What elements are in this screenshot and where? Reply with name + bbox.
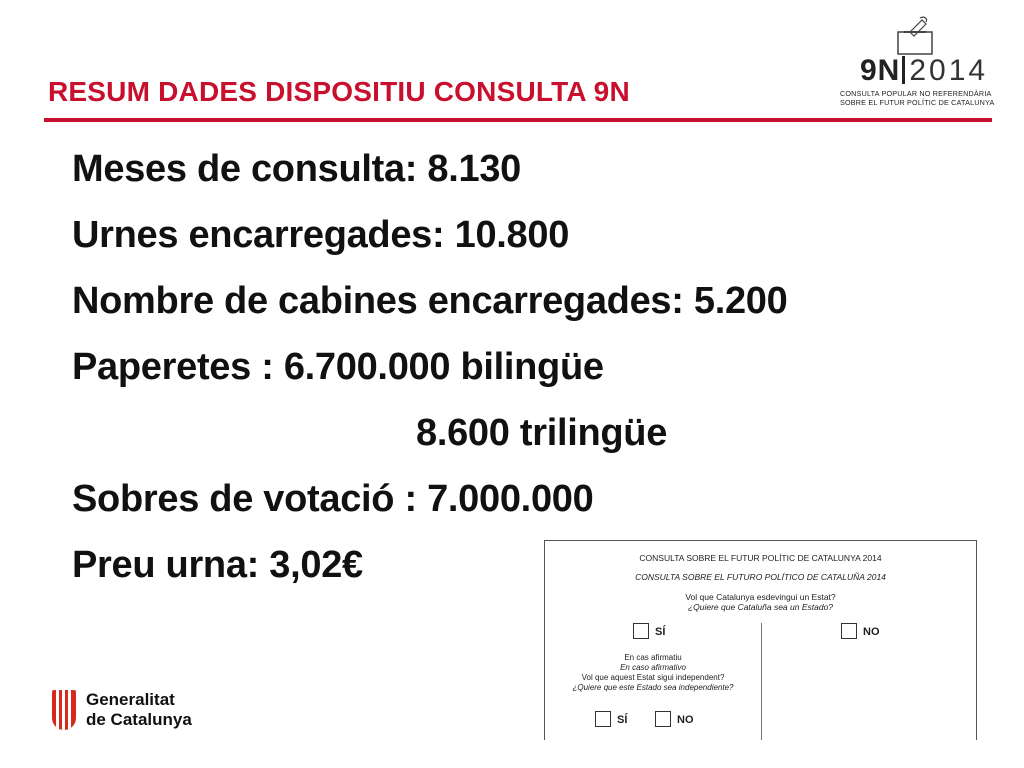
logo-subtitle-line1: CONSULTA POPULAR NO REFERENDÀRIA — [840, 89, 992, 98]
checkbox-icon — [655, 711, 671, 727]
generalitat-name — [86, 690, 192, 730]
ballot-title-ca: CONSULTA SOBRE EL FUTUR POLÍTIC DE CATALUNYA 2014 — [639, 553, 882, 563]
checkbox-icon — [633, 623, 649, 639]
ballot-box-icon — [892, 16, 942, 56]
page-title: RESUM DADES DISPOSITIU CONSULTA 9N — [48, 76, 630, 107]
checkbox-icon — [841, 623, 857, 639]
ballot-option-no-label: NO — [863, 626, 880, 638]
ballot-question2-es: ¿Quiere que este Estado sea independiente? — [572, 683, 734, 692]
data-line-preu-urna: Preu urna: 3,02€ — [72, 544, 363, 586]
senyera-icon — [52, 690, 76, 730]
ballot-question2-ca: Vol que aquest Estat sigui independent? — [581, 673, 725, 682]
data-line-cabines: Nombre de cabines encarregades: 5.200 — [72, 280, 788, 322]
logo-subtitle — [840, 90, 995, 107]
generalitat-logo — [52, 690, 222, 734]
ballot-paper-image — [544, 540, 977, 740]
generalitat-line1: Generalitat — [86, 690, 175, 709]
ballot-condition-es: En caso afirmativo — [620, 663, 686, 672]
ballot-option-yes — [633, 623, 665, 639]
data-line-urnes: Urnes encarregades: 10.800 — [72, 214, 570, 256]
title-divider — [44, 118, 992, 122]
ballot-option2-yes-label: SÍ — [617, 714, 628, 726]
logo-subtitle-line2: SOBRE EL FUTUR POLÍTIC DE CATALUNYA — [840, 97, 995, 107]
data-line-meses: Meses de consulta: 8.130 — [72, 148, 522, 190]
logo-9n-text: 9N — [860, 54, 901, 87]
data-line-paperetes-trilingue: 8.600 trilingüe — [416, 412, 668, 454]
ballot-option2-no-label: NO — [677, 714, 694, 726]
checkbox-icon — [595, 711, 611, 727]
ballot-divider — [761, 623, 762, 740]
generalitat-line2: de Catalunya — [86, 710, 192, 729]
data-line-paperetes-bilingue: Paperetes : 6.700.000 bilingüe — [72, 346, 604, 388]
data-line-sobres: Sobres de votació : 7.000.000 — [72, 478, 594, 520]
ballot-option-yes-label: SÍ — [655, 626, 666, 638]
logo-brand — [860, 54, 988, 88]
ballot-condition-ca: En cas afirmatiu — [624, 653, 682, 662]
ballot-question1-ca: Vol que Catalunya esdevingui un Estat? — [685, 592, 836, 602]
ballot-question1-es: ¿Quiere que Cataluña sea un Estado? — [687, 602, 834, 612]
ballot-option2-yes — [595, 711, 627, 727]
ballot-title-es: CONSULTA SOBRE EL FUTURO POLÍTICO DE CATALUÑA 2014 — [635, 572, 886, 582]
ballot-option-no — [841, 623, 880, 639]
consulta-9n-logo — [836, 16, 996, 112]
logo-separator — [902, 56, 905, 84]
ballot-option2-no — [655, 711, 694, 727]
logo-year-text: 2014 — [909, 54, 989, 87]
